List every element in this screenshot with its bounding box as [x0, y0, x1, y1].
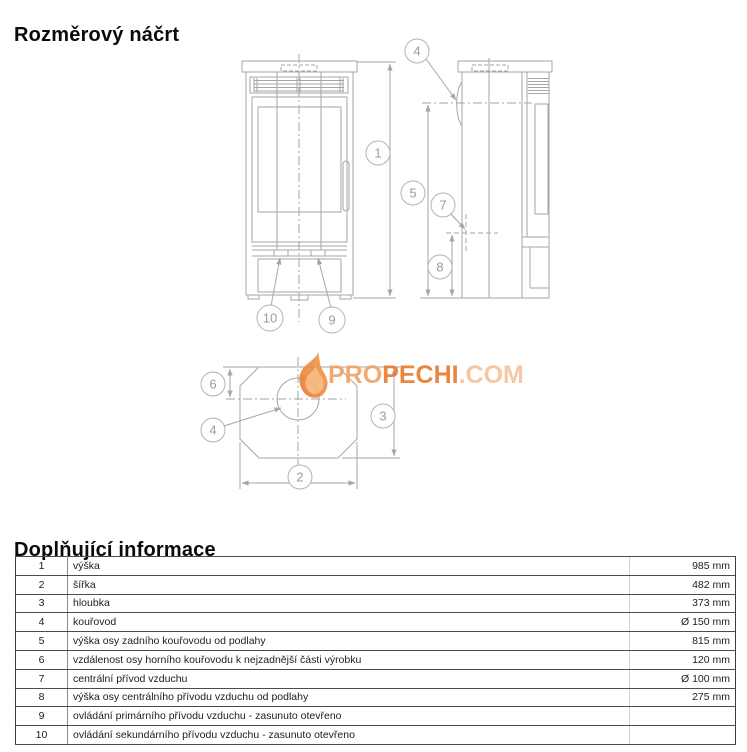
- row-number-cell: 4: [16, 613, 68, 632]
- row-number-cell: 3: [16, 594, 68, 613]
- row-label-cell: centrální přívod vzduchu: [68, 669, 630, 688]
- side-flue-hole-dashed: [472, 65, 508, 71]
- svg-text:9: 9: [328, 312, 336, 328]
- table-row: [16, 688, 736, 707]
- callout-5: [401, 181, 425, 205]
- svg-text:2: 2: [296, 469, 304, 485]
- row-number-cell: 8: [16, 688, 68, 707]
- row-value-cell: [630, 726, 736, 745]
- brand-text-pro: PRO: [328, 361, 383, 389]
- leader-air-inlet: [450, 213, 465, 229]
- row-number-cell: 6: [16, 650, 68, 669]
- callout-7: [431, 193, 455, 217]
- leader-primary-control: [318, 258, 331, 308]
- primary-air-control: [311, 250, 325, 256]
- row-label-cell: ovládání sekundárního přívodu vzduchu - zasunuto otevřeno: [68, 726, 630, 745]
- front-door-handle: [343, 161, 349, 211]
- table-row: [16, 707, 736, 726]
- dimension-height: [353, 62, 396, 298]
- row-label-cell: kouřovod: [68, 613, 630, 632]
- row-number-cell: 5: [16, 632, 68, 651]
- leader-secondary-control: [271, 258, 280, 306]
- row-number-cell: 9: [16, 707, 68, 726]
- svg-text:10: 10: [262, 310, 278, 326]
- table-row: [16, 726, 736, 745]
- callout-9: [319, 307, 345, 333]
- table-row: [16, 594, 736, 613]
- callout-1: [366, 141, 390, 165]
- table-row: [16, 650, 736, 669]
- row-label-cell: výška osy centrálního přívodu vzduchu od podlahy: [68, 688, 630, 707]
- row-number-cell: 1: [16, 557, 68, 576]
- row-value-cell: 275 mm: [630, 688, 736, 707]
- callout-4-top: [201, 418, 225, 442]
- row-number-cell: 10: [16, 726, 68, 745]
- specifications-table: [15, 556, 736, 745]
- svg-text:6: 6: [209, 376, 217, 392]
- page-title-additional-info: Doplňující informace: [14, 538, 216, 561]
- svg-text:8: 8: [436, 259, 444, 275]
- callout-8: [428, 255, 452, 279]
- table-row: [16, 575, 736, 594]
- row-label-cell: hloubka: [68, 594, 630, 613]
- side-body: [462, 72, 549, 298]
- row-label-cell: šířka: [68, 575, 630, 594]
- row-value-cell: 373 mm: [630, 594, 736, 613]
- svg-text:1: 1: [374, 145, 382, 161]
- callout-2: [288, 465, 312, 489]
- front-foot-right: [340, 295, 351, 299]
- brand-text-pechi: PECHI: [382, 361, 459, 389]
- svg-text:3: 3: [379, 408, 387, 424]
- svg-text:4: 4: [209, 422, 217, 438]
- row-value-cell: 120 mm: [630, 650, 736, 669]
- callout-10: [257, 305, 283, 331]
- front-foot-left: [248, 295, 259, 299]
- row-value-cell: 482 mm: [630, 575, 736, 594]
- callout-3: [371, 404, 395, 428]
- brand-text-com: .COM: [458, 361, 524, 389]
- row-value-cell: Ø 100 mm: [630, 669, 736, 688]
- row-label-cell: ovládání primárního přívodu vzduchu - zasunuto otevřeno: [68, 707, 630, 726]
- row-number-cell: 7: [16, 669, 68, 688]
- row-value-cell: 985 mm: [630, 557, 736, 576]
- leader-flue: [426, 59, 456, 100]
- table-row: [16, 557, 736, 576]
- svg-text:7: 7: [439, 197, 447, 213]
- svg-text:5: 5: [409, 185, 417, 201]
- front-view: [242, 54, 357, 322]
- leader-top-flue: [224, 408, 281, 426]
- table-row: [16, 632, 736, 651]
- row-number-cell: 2: [16, 575, 68, 594]
- callout-4-side: [405, 39, 429, 63]
- side-glass-recess: [535, 104, 548, 214]
- page-title-dimensional-sketch: Rozměrový náčrt: [14, 24, 180, 47]
- table-row: [16, 613, 736, 632]
- row-label-cell: vzdálenost osy horního kouřovodu k nejzadnější části výrobku: [68, 650, 630, 669]
- row-value-cell: [630, 707, 736, 726]
- row-value-cell: 815 mm: [630, 632, 736, 651]
- callout-6: [201, 372, 225, 396]
- row-label-cell: výška: [68, 557, 630, 576]
- table-row: [16, 669, 736, 688]
- side-air-grille: [528, 79, 549, 94]
- secondary-air-control: [274, 250, 288, 256]
- row-value-cell: Ø 150 mm: [630, 613, 736, 632]
- row-label-cell: výška osy zadního kouřovodu od podlahy: [68, 632, 630, 651]
- svg-text:4: 4: [413, 43, 421, 59]
- rear-flue-outlet: [457, 82, 462, 126]
